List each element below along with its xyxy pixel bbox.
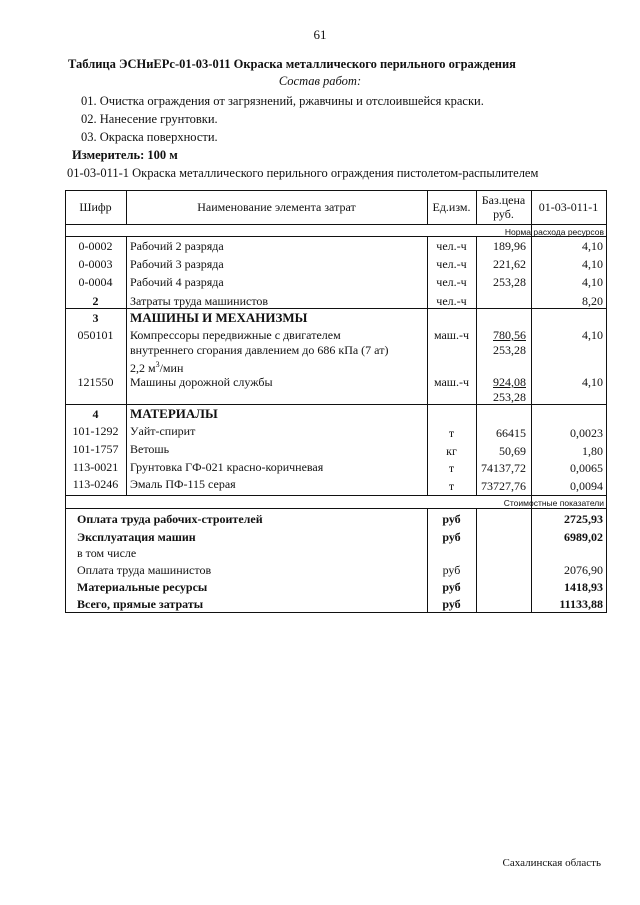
work-composition-heading: Состав работ: [278, 74, 362, 88]
row-name: Компрессоры передвижные с двигателем [130, 328, 341, 342]
summary-value: 2725,93 [564, 512, 603, 526]
rate-code-title: 01-03-011-1 Окраска металлического перильного ограждения пистолетом-распылителем [67, 166, 539, 180]
row-code: 2 [92, 294, 99, 308]
header-norm: 01-03-011-1 [538, 200, 599, 214]
row-name-cont: внутреннего сгорания давлением до 686 кПа (7 ат) [130, 343, 389, 357]
summary-label: в том числе [77, 546, 137, 560]
row-unit: чел.-ч [436, 294, 467, 308]
row-name: Машины дорожной службы [130, 375, 273, 389]
row-norm: 0,0065 [570, 461, 603, 475]
row-norm: 0,0023 [570, 426, 603, 440]
cost-caption: Стоимостные показатели [503, 498, 604, 508]
row-code: 101-1292 [72, 424, 119, 438]
row-name: Рабочий 3 разряда [130, 257, 224, 271]
row-code: 113-0021 [72, 460, 119, 474]
row-price: 66415 [496, 426, 526, 440]
row-name: Затраты труда машинистов [130, 294, 269, 308]
row-price: 924,08 [493, 375, 526, 389]
row-code: 0-0003 [78, 257, 113, 271]
norm-caption: Норма расхода ресурсов [504, 227, 604, 237]
row-name: Уайт-спирит [130, 424, 196, 438]
row-code: 050101 [77, 328, 114, 342]
row-name: Рабочий 4 разряда [130, 275, 224, 289]
header-unit: Ед.изм. [432, 200, 471, 214]
header-name: Наименование элемента затрат [197, 200, 356, 214]
row-unit: чел.-ч [436, 275, 467, 289]
row-name: Эмаль ПФ-115 серая [130, 477, 236, 491]
summary-value: 2076,90 [564, 563, 603, 577]
row-price: 253,28 [493, 275, 526, 289]
row-norm: 4,10 [582, 257, 603, 271]
row-norm: 4,10 [582, 375, 603, 389]
section-heading: МАШИНЫ И МЕХАНИЗМЫ [130, 310, 308, 325]
row-unit: чел.-ч [436, 257, 467, 271]
row-price-machinist: 253,28 [493, 343, 526, 357]
summary-label: Оплата труда машинистов [77, 563, 212, 577]
summary-label: Материальные ресурсы [77, 580, 208, 594]
summary-label: Всего, прямые затраты [77, 597, 204, 611]
row-price-machinist: 253,28 [493, 390, 526, 404]
row-price: 50,69 [499, 444, 526, 458]
row-unit: т [448, 479, 455, 493]
row-price: 221,62 [493, 257, 526, 271]
row-code: 121550 [77, 375, 114, 389]
row-code: 0-0002 [78, 239, 113, 253]
summary-value: 11133,88 [559, 597, 603, 611]
summary-label: Эксплуатация машин [77, 530, 196, 544]
section-code: 3 [92, 311, 99, 325]
section-code: 4 [92, 407, 99, 421]
resource-table [65, 190, 607, 613]
work-item: 03. Окраска поверхности. [81, 130, 218, 144]
row-norm: 4,10 [582, 328, 603, 342]
section-heading: МАТЕРИАЛЫ [130, 406, 218, 421]
header-code: Шифр [79, 200, 112, 214]
row-unit: маш.-ч [433, 375, 470, 389]
summary-unit: руб [442, 512, 461, 526]
summary-unit: руб [442, 563, 461, 577]
row-norm: 4,10 [582, 239, 603, 253]
summary-value: 1418,93 [564, 580, 603, 594]
row-name: Грунтовка ГФ-021 красно-коричневая [130, 460, 324, 474]
row-price: 189,96 [493, 239, 526, 253]
row-code: 0-0004 [78, 275, 113, 289]
row-price: 780,56 [493, 328, 526, 342]
measure-unit: Измеритель: 100 м [72, 148, 178, 162]
summary-label: Оплата труда рабочих-строителей [77, 512, 263, 526]
row-unit: т [448, 461, 455, 475]
row-code: 113-0246 [72, 477, 119, 491]
row-unit: маш.-ч [433, 328, 470, 342]
row-name: Рабочий 2 разряда [130, 239, 224, 253]
row-unit: т [448, 426, 455, 440]
header-price: Баз.цена [481, 193, 526, 207]
page-number: 61 [313, 27, 327, 42]
row-price: 74137,72 [481, 461, 526, 475]
region-footer: Сахалинская область [502, 857, 601, 869]
row-unit: чел.-ч [436, 239, 467, 253]
work-item: 01. Очистка ограждения от загрязнений, ржавчины и отслоившейся краски. [81, 94, 484, 108]
row-norm: 8,20 [582, 294, 603, 308]
row-code: 101-1757 [72, 442, 119, 456]
summary-value: 6989,02 [564, 530, 603, 544]
work-item: 02. Нанесение грунтовки. [81, 112, 218, 126]
summary-unit: руб [442, 530, 461, 544]
table-title: Таблица ЭСНиЕРс-01-03-011 Окраска металлического перильного ограждения [68, 57, 516, 71]
row-name: Ветошь [130, 442, 170, 456]
header-price-unit: руб. [493, 207, 514, 221]
summary-unit: руб [442, 580, 461, 594]
row-norm: 4,10 [582, 275, 603, 289]
row-norm: 0,0094 [570, 479, 603, 493]
row-norm: 1,80 [582, 444, 603, 458]
summary-unit: руб [442, 597, 461, 611]
row-name-cont: 2,2 $м^3$/мин [130, 360, 184, 375]
row-price: 73727,76 [481, 479, 526, 493]
row-unit: кг [446, 444, 457, 458]
